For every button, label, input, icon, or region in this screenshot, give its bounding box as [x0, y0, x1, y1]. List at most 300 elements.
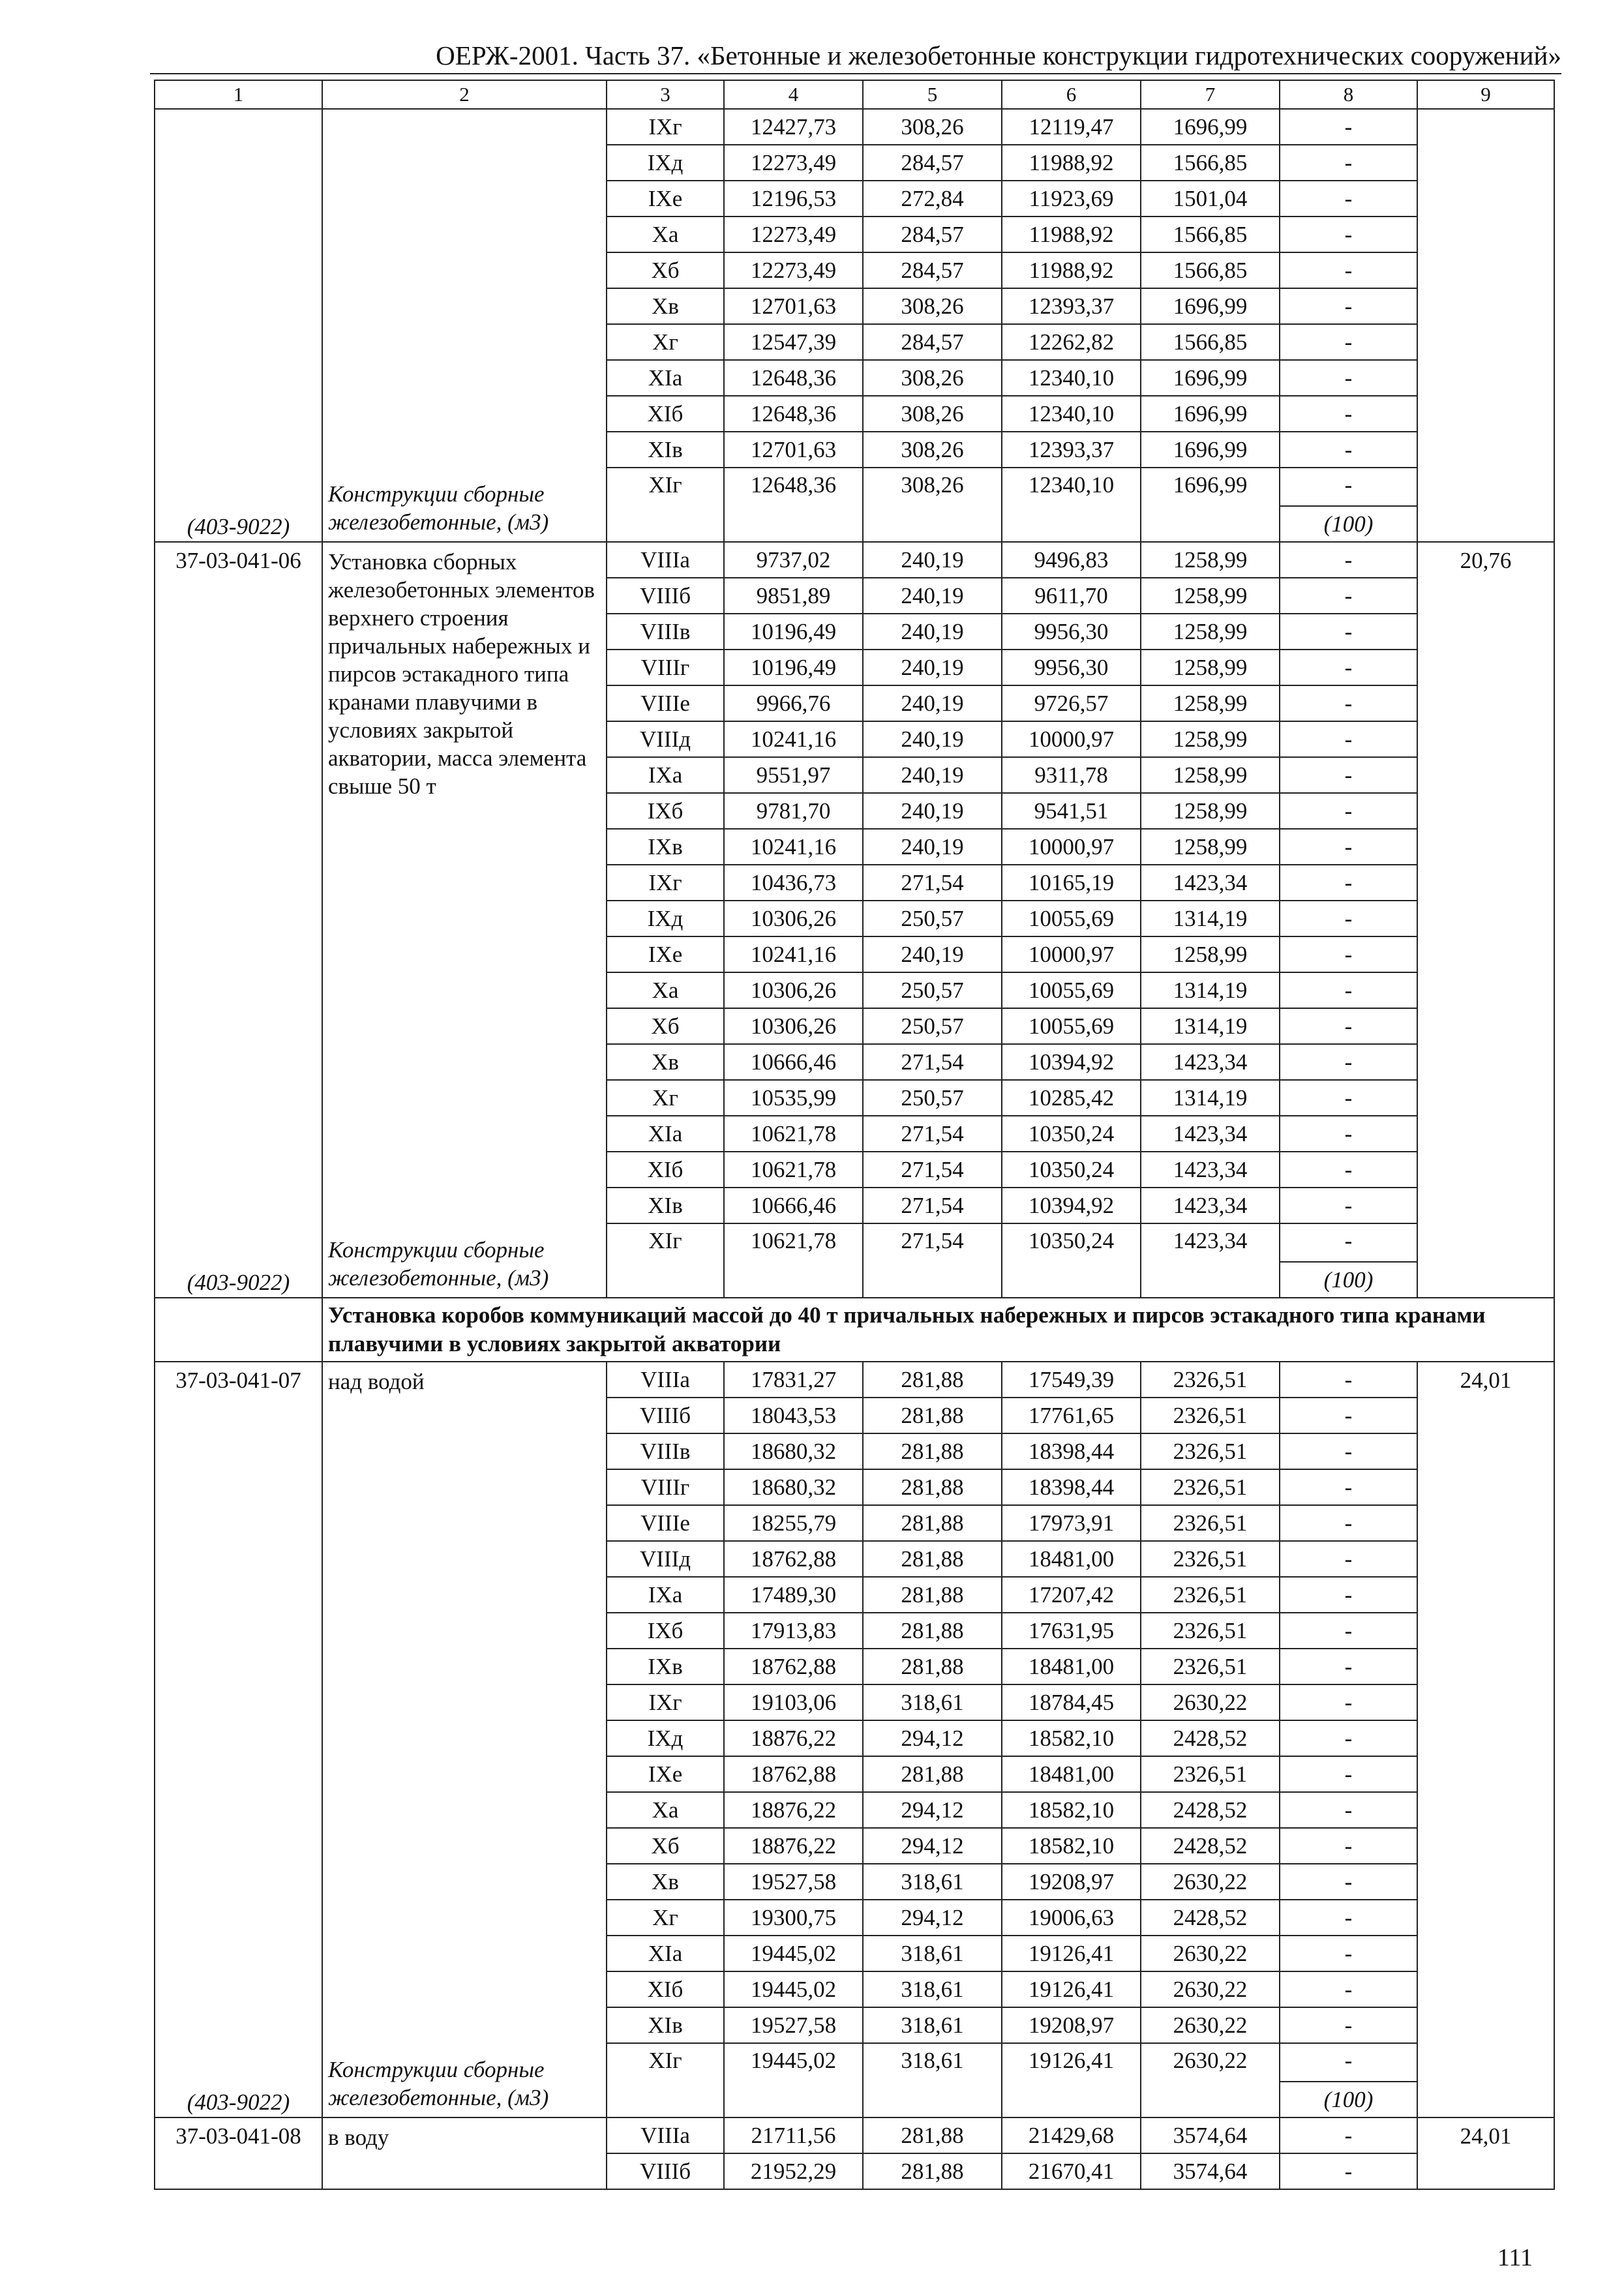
driver-wage-cell: 1314,19 [1141, 972, 1280, 1008]
machine-cost-cell: 12340,10 [1002, 360, 1141, 396]
zone-cell: IXг [607, 1684, 724, 1720]
total-cost-cell: 19527,58 [724, 1864, 863, 1900]
section-spacer [155, 1298, 322, 1362]
wage-cell: 240,19 [863, 936, 1002, 972]
driver-wage-cell: 2630,22 [1141, 1971, 1280, 2007]
zone-cell: Xа [607, 217, 724, 252]
total-cost-cell: 18680,32 [724, 1469, 863, 1505]
zone-cell: IXг [607, 109, 724, 145]
zone-cell: VIIIб [607, 2153, 724, 2189]
resource-name: Конструкции сборные железобетонные, (м3) [328, 481, 549, 535]
total-cost-cell: 12196,53 [724, 181, 863, 217]
driver-wage-cell: 1423,34 [1141, 1152, 1280, 1188]
wage-cell: 308,26 [863, 109, 1002, 145]
zone-cell: XIг [607, 2043, 724, 2117]
wage-cell: 281,88 [863, 2153, 1002, 2189]
machine-cost-cell: 11988,92 [1002, 217, 1141, 252]
driver-wage-cell: 1501,04 [1141, 181, 1280, 217]
driver-wage-cell: 1696,99 [1141, 360, 1280, 396]
wage-cell: 308,26 [863, 396, 1002, 432]
column-number: 9 [1417, 80, 1554, 109]
wage-cell: 281,88 [863, 1433, 1002, 1469]
driver-wage-cell: 1423,34 [1141, 1188, 1280, 1223]
driver-wage-cell: 2630,22 [1141, 2007, 1280, 2043]
total-cost-cell: 18762,88 [724, 1541, 863, 1577]
driver-wage-cell: 1258,99 [1141, 793, 1280, 829]
total-cost-cell: 10306,26 [724, 901, 863, 936]
norm-description-cell [322, 109, 607, 542]
total-cost-cell: 10306,26 [724, 972, 863, 1008]
total-cost-cell: 9966,76 [724, 685, 863, 721]
column-number: 6 [1002, 80, 1141, 109]
total-cost-cell: 10535,99 [724, 1080, 863, 1116]
page-header: ОЕРЖ-2001. Часть 37. «Бетонные и железобетонные конструкции гидротехнических сооружений» [436, 40, 1561, 70]
total-cost-cell: 12648,36 [724, 468, 863, 542]
zone-cell: VIIIд [607, 1541, 724, 1577]
labor-cost-value: 20,76 [1460, 548, 1512, 573]
driver-wage-cell: 1258,99 [1141, 650, 1280, 685]
material-cost-cell: - [1280, 1577, 1417, 1613]
machine-cost-cell: 11988,92 [1002, 145, 1141, 181]
wage-cell: 250,57 [863, 901, 1002, 936]
material-cost-cell: - [1280, 1469, 1417, 1505]
material-cost-cell: - [1280, 1971, 1417, 2007]
wage-cell: 318,61 [863, 2007, 1002, 2043]
machine-cost-cell: 18582,10 [1002, 1720, 1141, 1756]
wage-cell: 281,88 [863, 1469, 1002, 1505]
total-cost-cell: 10306,26 [724, 1008, 863, 1044]
zone-cell: Xв [607, 288, 724, 324]
driver-wage-cell: 2630,22 [1141, 1936, 1280, 1971]
machine-cost-cell: 18784,45 [1002, 1684, 1141, 1720]
total-cost-cell: 18876,22 [724, 1792, 863, 1828]
machine-cost-cell: 19208,97 [1002, 1864, 1141, 1900]
machine-cost-cell: 19126,41 [1002, 2043, 1141, 2117]
total-cost-cell: 9851,89 [724, 578, 863, 614]
total-cost-cell: 21952,29 [724, 2153, 863, 2189]
driver-wage-cell: 2326,51 [1141, 1613, 1280, 1649]
wage-cell: 271,54 [863, 1223, 1002, 1298]
total-cost-cell: 10621,78 [724, 1116, 863, 1152]
wage-cell: 281,88 [863, 1649, 1002, 1684]
machine-cost-cell: 10394,92 [1002, 1188, 1141, 1223]
driver-wage-cell: 1258,99 [1141, 685, 1280, 721]
material-cost-cell: - [1280, 1044, 1417, 1080]
zone-cell: Xг [607, 1080, 724, 1116]
zone-cell: VIIIа [607, 2117, 724, 2153]
driver-wage-cell: 1258,99 [1141, 614, 1280, 650]
wage-cell: 284,57 [863, 145, 1002, 181]
material-cost-cell: - [1280, 829, 1417, 865]
wage-cell: 271,54 [863, 1044, 1002, 1080]
material-cost-cell: - [1280, 2117, 1417, 2153]
resource-qty: (100) [1280, 1262, 1417, 1298]
machine-cost-cell: 9611,70 [1002, 578, 1141, 614]
total-cost-cell: 18255,79 [724, 1505, 863, 1541]
page-number: 111 [1497, 2244, 1533, 2271]
wage-cell: 240,19 [863, 650, 1002, 685]
wage-cell: 318,61 [863, 2043, 1002, 2117]
material-cost-cell: - [1280, 324, 1417, 360]
labor-cost-cell [1417, 2117, 1554, 2189]
machine-cost-cell: 18481,00 [1002, 1649, 1141, 1684]
zone-cell: VIIIг [607, 1469, 724, 1505]
driver-wage-cell: 1566,85 [1141, 217, 1280, 252]
zone-cell: IXв [607, 1649, 724, 1684]
resource-name: Конструкции сборные железобетонные, (м3) [328, 2057, 549, 2110]
material-cost-cell: - [1280, 1223, 1417, 1262]
machine-cost-cell: 10350,24 [1002, 1116, 1141, 1152]
wage-cell: 318,61 [863, 1864, 1002, 1900]
machine-cost-cell: 10055,69 [1002, 972, 1141, 1008]
total-cost-cell: 19445,02 [724, 1936, 863, 1971]
wage-cell: 294,12 [863, 1828, 1002, 1864]
machine-cost-cell: 19208,97 [1002, 2007, 1141, 2043]
zone-cell: XIв [607, 2007, 724, 2043]
zone-cell: IXе [607, 1756, 724, 1792]
zone-cell: XIг [607, 1223, 724, 1298]
zone-cell: XIб [607, 396, 724, 432]
machine-cost-cell: 10055,69 [1002, 901, 1141, 936]
norm-description: над водой [328, 1369, 425, 1394]
machine-cost-cell: 19126,41 [1002, 1971, 1141, 2007]
material-cost-cell: - [1280, 650, 1417, 685]
wage-cell: 240,19 [863, 757, 1002, 793]
driver-wage-cell: 2428,52 [1141, 1720, 1280, 1756]
material-cost-cell: - [1280, 432, 1417, 468]
labor-cost-cell [1417, 542, 1554, 1298]
material-cost-cell: - [1280, 1720, 1417, 1756]
labor-cost-value: 24,01 [1460, 1368, 1512, 1393]
material-cost-cell: - [1280, 542, 1417, 578]
material-cost-cell: - [1280, 109, 1417, 145]
material-cost-cell: - [1280, 396, 1417, 432]
driver-wage-cell: 2428,52 [1141, 1792, 1280, 1828]
wage-cell: 281,88 [863, 1505, 1002, 1541]
total-cost-cell: 19445,02 [724, 2043, 863, 2117]
wage-cell: 318,61 [863, 1971, 1002, 2007]
total-cost-cell: 12273,49 [724, 217, 863, 252]
zone-cell: IXв [607, 829, 724, 865]
wage-cell: 240,19 [863, 542, 1002, 578]
resource-name: Конструкции сборные железобетонные, (м3) [328, 1237, 549, 1291]
machine-cost-cell: 17631,95 [1002, 1613, 1141, 1649]
material-cost-cell: - [1280, 252, 1417, 288]
norm-description-cell [322, 1362, 607, 2117]
driver-wage-cell: 1423,34 [1141, 1044, 1280, 1080]
machine-cost-cell: 12340,10 [1002, 396, 1141, 432]
driver-wage-cell: 1258,99 [1141, 578, 1280, 614]
material-cost-cell: - [1280, 1541, 1417, 1577]
total-cost-cell: 18762,88 [724, 1649, 863, 1684]
machine-cost-cell: 10055,69 [1002, 1008, 1141, 1044]
driver-wage-cell: 1423,34 [1141, 1116, 1280, 1152]
header-rule [150, 73, 1561, 74]
zone-cell: VIIIв [607, 614, 724, 650]
machine-cost-cell: 18398,44 [1002, 1433, 1141, 1469]
driver-wage-cell: 2326,51 [1141, 1398, 1280, 1433]
zone-cell: Xв [607, 1864, 724, 1900]
machine-cost-cell: 11923,69 [1002, 181, 1141, 217]
norm-code-cell [155, 1362, 322, 2117]
driver-wage-cell: 1258,99 [1141, 936, 1280, 972]
wage-cell: 294,12 [863, 1720, 1002, 1756]
norms-table [154, 80, 1555, 2190]
driver-wage-cell: 1258,99 [1141, 542, 1280, 578]
total-cost-cell: 18680,32 [724, 1433, 863, 1469]
driver-wage-cell: 1696,99 [1141, 468, 1280, 542]
driver-wage-cell: 2428,52 [1141, 1828, 1280, 1864]
total-cost-cell: 19445,02 [724, 1971, 863, 2007]
total-cost-cell: 10436,73 [724, 865, 863, 901]
wage-cell: 294,12 [863, 1792, 1002, 1828]
column-number: 1 [155, 80, 322, 109]
machine-cost-cell: 10000,97 [1002, 829, 1141, 865]
labor-cost-value: 24,01 [1460, 2123, 1512, 2149]
wage-cell: 318,61 [863, 1684, 1002, 1720]
zone-cell: VIIIа [607, 542, 724, 578]
table-row [155, 2117, 1554, 2153]
total-cost-cell: 9737,02 [724, 542, 863, 578]
resource-code: (403-9022) [187, 1270, 290, 1295]
zone-cell: VIIIв [607, 1433, 724, 1469]
norm-code: 37-03-041-06 [175, 548, 301, 573]
total-cost-cell: 10621,78 [724, 1152, 863, 1188]
material-cost-cell: - [1280, 757, 1417, 793]
wage-cell: 281,88 [863, 1541, 1002, 1577]
zone-cell: VIIIб [607, 1398, 724, 1433]
column-number: 7 [1141, 80, 1280, 109]
zone-cell: VIIIг [607, 650, 724, 685]
machine-cost-cell: 10165,19 [1002, 865, 1141, 901]
machine-cost-cell: 10350,24 [1002, 1152, 1141, 1188]
column-number-row [155, 80, 1554, 109]
column-number: 4 [724, 80, 863, 109]
total-cost-cell: 10666,46 [724, 1188, 863, 1223]
wage-cell: 308,26 [863, 468, 1002, 542]
wage-cell: 308,26 [863, 288, 1002, 324]
total-cost-cell: 17489,30 [724, 1577, 863, 1613]
driver-wage-cell: 1314,19 [1141, 901, 1280, 936]
zone-cell: VIIIд [607, 721, 724, 757]
zone-cell: IXд [607, 1720, 724, 1756]
zone-cell: Xв [607, 1044, 724, 1080]
material-cost-cell: - [1280, 972, 1417, 1008]
zone-cell: Xб [607, 252, 724, 288]
driver-wage-cell: 2326,51 [1141, 1433, 1280, 1469]
section-title: Установка коробов коммуникаций массой до 40 т причальных набережных и пирсов эстакадного типа кранами плавучими в условиях закрытой акватории [322, 1298, 1554, 1362]
wage-cell: 281,88 [863, 2117, 1002, 2153]
section-title-row [155, 1298, 1554, 1362]
total-cost-cell: 17831,27 [724, 1362, 863, 1398]
zone-cell: Xб [607, 1008, 724, 1044]
total-cost-cell: 18876,22 [724, 1828, 863, 1864]
total-cost-cell: 17913,83 [724, 1613, 863, 1649]
zone-cell: IXг [607, 865, 724, 901]
machine-cost-cell: 17761,65 [1002, 1398, 1141, 1433]
total-cost-cell: 18876,22 [724, 1720, 863, 1756]
total-cost-cell: 12273,49 [724, 252, 863, 288]
driver-wage-cell: 1696,99 [1141, 288, 1280, 324]
machine-cost-cell: 9311,78 [1002, 757, 1141, 793]
resource-code: (403-9022) [187, 2089, 290, 2115]
total-cost-cell: 18762,88 [724, 1756, 863, 1792]
machine-cost-cell: 18481,00 [1002, 1541, 1141, 1577]
material-cost-cell: - [1280, 1362, 1417, 1398]
machine-cost-cell: 21429,68 [1002, 2117, 1141, 2153]
zone-cell: Xб [607, 1828, 724, 1864]
machine-cost-cell: 9541,51 [1002, 793, 1141, 829]
material-cost-cell: - [1280, 1008, 1417, 1044]
total-cost-cell: 12648,36 [724, 396, 863, 432]
material-cost-cell: - [1280, 360, 1417, 396]
table-row [155, 542, 1554, 578]
material-cost-cell: - [1280, 793, 1417, 829]
wage-cell: 281,88 [863, 1613, 1002, 1649]
wage-cell: 240,19 [863, 578, 1002, 614]
machine-cost-cell: 18481,00 [1002, 1756, 1141, 1792]
zone-cell: VIIIб [607, 578, 724, 614]
total-cost-cell: 10666,46 [724, 1044, 863, 1080]
material-cost-cell: - [1280, 578, 1417, 614]
wage-cell: 284,57 [863, 252, 1002, 288]
total-cost-cell: 12273,49 [724, 145, 863, 181]
zone-cell: XIб [607, 1152, 724, 1188]
machine-cost-cell: 9726,57 [1002, 685, 1141, 721]
zone-cell: IXд [607, 145, 724, 181]
wage-cell: 240,19 [863, 793, 1002, 829]
wage-cell: 240,19 [863, 685, 1002, 721]
driver-wage-cell: 2630,22 [1141, 2043, 1280, 2117]
total-cost-cell: 10621,78 [724, 1223, 863, 1298]
wage-cell: 284,57 [863, 324, 1002, 360]
zone-cell: VIIIа [607, 1362, 724, 1398]
material-cost-cell: - [1280, 217, 1417, 252]
zone-cell: XIг [607, 468, 724, 542]
wage-cell: 281,88 [863, 1362, 1002, 1398]
total-cost-cell: 19300,75 [724, 1900, 863, 1936]
norm-code-cell [155, 109, 322, 542]
wage-cell: 281,88 [863, 1398, 1002, 1433]
driver-wage-cell: 1258,99 [1141, 721, 1280, 757]
machine-cost-cell: 10350,24 [1002, 1223, 1141, 1298]
wage-cell: 271,54 [863, 1152, 1002, 1188]
zone-cell: Xа [607, 1792, 724, 1828]
driver-wage-cell: 1258,99 [1141, 757, 1280, 793]
wage-cell: 308,26 [863, 432, 1002, 468]
driver-wage-cell: 1314,19 [1141, 1080, 1280, 1116]
material-cost-cell: - [1280, 1152, 1417, 1188]
wage-cell: 271,54 [863, 1116, 1002, 1152]
material-cost-cell: - [1280, 2007, 1417, 2043]
resource-code: (403-9022) [187, 514, 290, 539]
zone-cell: IXб [607, 793, 724, 829]
zone-cell: VIIIе [607, 1505, 724, 1541]
material-cost-cell: - [1280, 721, 1417, 757]
driver-wage-cell: 3574,64 [1141, 2153, 1280, 2189]
driver-wage-cell: 1258,99 [1141, 829, 1280, 865]
total-cost-cell: 10241,16 [724, 936, 863, 972]
zone-cell: IXб [607, 1613, 724, 1649]
material-cost-cell: - [1280, 1505, 1417, 1541]
column-number: 8 [1280, 80, 1417, 109]
material-cost-cell: - [1280, 181, 1417, 217]
machine-cost-cell: 11988,92 [1002, 252, 1141, 288]
wage-cell: 271,54 [863, 865, 1002, 901]
zone-cell: IXе [607, 936, 724, 972]
material-cost-cell: - [1280, 1756, 1417, 1792]
driver-wage-cell: 3574,64 [1141, 2117, 1280, 2153]
machine-cost-cell: 9496,83 [1002, 542, 1141, 578]
driver-wage-cell: 2326,51 [1141, 1505, 1280, 1541]
machine-cost-cell: 10285,42 [1002, 1080, 1141, 1116]
material-cost-cell: - [1280, 1080, 1417, 1116]
material-cost-cell: - [1280, 1116, 1417, 1152]
total-cost-cell: 9551,97 [724, 757, 863, 793]
zone-cell: IXа [607, 757, 724, 793]
wage-cell: 308,26 [863, 360, 1002, 396]
driver-wage-cell: 2630,22 [1141, 1864, 1280, 1900]
zone-cell: IXе [607, 181, 724, 217]
zone-cell: XIв [607, 432, 724, 468]
labor-cost-cell [1417, 1362, 1554, 2117]
driver-wage-cell: 1696,99 [1141, 396, 1280, 432]
wage-cell: 281,88 [863, 1756, 1002, 1792]
driver-wage-cell: 1566,85 [1141, 252, 1280, 288]
norm-description-cell [322, 542, 607, 1298]
wage-cell: 240,19 [863, 614, 1002, 650]
resource-qty: (100) [1280, 2082, 1417, 2117]
driver-wage-cell: 1314,19 [1141, 1008, 1280, 1044]
column-number: 2 [322, 80, 607, 109]
material-cost-cell: - [1280, 1684, 1417, 1720]
zone-cell: XIа [607, 1936, 724, 1971]
total-cost-cell: 21711,56 [724, 2117, 863, 2153]
wage-cell: 250,57 [863, 972, 1002, 1008]
driver-wage-cell: 1696,99 [1141, 432, 1280, 468]
total-cost-cell: 19527,58 [724, 2007, 863, 2043]
total-cost-cell: 18043,53 [724, 1398, 863, 1433]
driver-wage-cell: 2326,51 [1141, 1469, 1280, 1505]
total-cost-cell: 10241,16 [724, 829, 863, 865]
total-cost-cell: 10196,49 [724, 614, 863, 650]
total-cost-cell: 19103,06 [724, 1684, 863, 1720]
norm-code: 37-03-041-08 [175, 2123, 301, 2149]
machine-cost-cell: 9956,30 [1002, 650, 1141, 685]
total-cost-cell: 12427,73 [724, 109, 863, 145]
norm-description: Установка сборных железобетонных элементов верхнего строения причальных набережных и пирсов эстакадного типа кранами плавучими в условиях закрытой акватории, масса элемента свыше 50 т [328, 549, 595, 799]
material-cost-cell: - [1280, 468, 1417, 506]
machine-cost-cell: 10000,97 [1002, 936, 1141, 972]
norm-code-cell [155, 2117, 322, 2189]
norm-description: в воду [328, 2125, 389, 2150]
driver-wage-cell: 2326,51 [1141, 1649, 1280, 1684]
wage-cell: 271,54 [863, 1188, 1002, 1223]
zone-cell: XIа [607, 360, 724, 396]
wage-cell: 240,19 [863, 829, 1002, 865]
driver-wage-cell: 1566,85 [1141, 145, 1280, 181]
machine-cost-cell: 19126,41 [1002, 1936, 1141, 1971]
material-cost-cell: - [1280, 288, 1417, 324]
material-cost-cell: - [1280, 2153, 1417, 2189]
total-cost-cell: 10241,16 [724, 721, 863, 757]
wage-cell: 281,88 [863, 1577, 1002, 1613]
driver-wage-cell: 2326,51 [1141, 1362, 1280, 1398]
wage-cell: 250,57 [863, 1080, 1002, 1116]
material-cost-cell: - [1280, 1398, 1417, 1433]
machine-cost-cell: 18582,10 [1002, 1792, 1141, 1828]
total-cost-cell: 9781,70 [724, 793, 863, 829]
